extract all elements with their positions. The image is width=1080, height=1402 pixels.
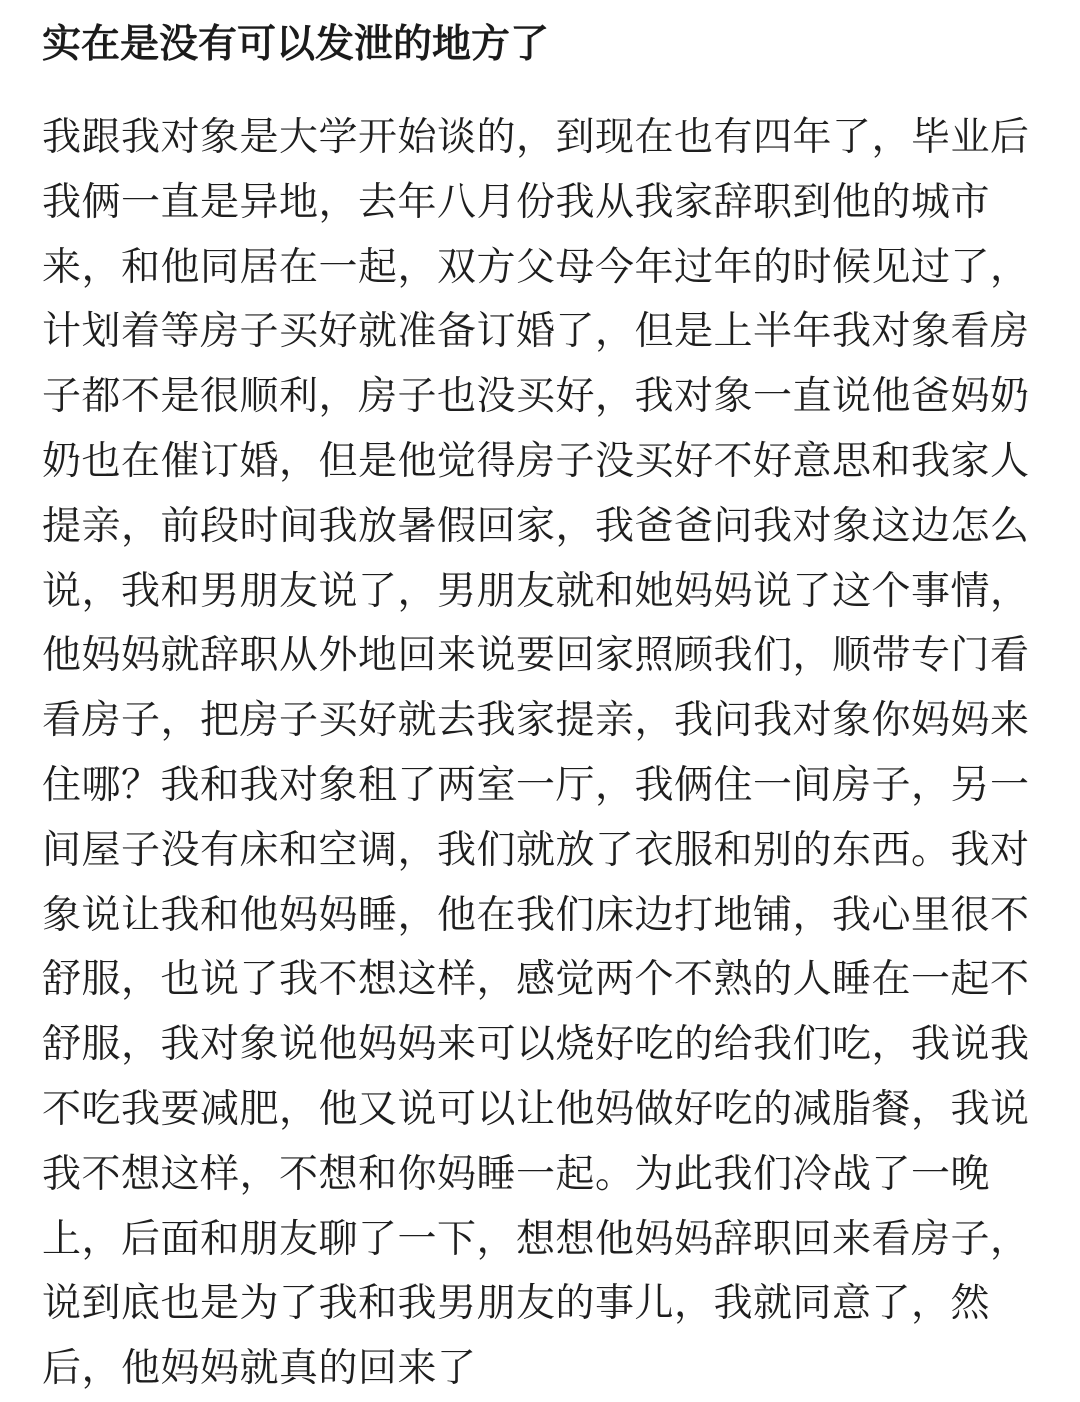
post-body: [42, 106, 1042, 1402]
body-line: 说到底也是为了我和我男朋友的事儿，我就同意了，然: [42, 1281, 991, 1327]
body-line: 后，他妈妈就真的回来了: [42, 1346, 477, 1392]
body-line: 他妈妈就辞职从外地回来说要回家照顾我们，顺带专门看: [42, 633, 1030, 679]
body-line: 我不想这样，不想和你妈睡一起。为此我们冷战了一晚: [42, 1151, 991, 1197]
body-line: 舒服，也说了我不想这样，感觉两个不熟的人睡在一起不: [42, 957, 1030, 1003]
body-line: 不吃我要减肥，他又说可以让他妈做好吃的减脂餐，我说: [42, 1086, 1030, 1132]
body-line: 间屋子没有床和空调，我们就放了衣服和别的东西。我对: [42, 827, 1030, 873]
body-line: 舒服，我对象说他妈妈来可以烧好吃的给我们吃，我说我: [42, 1022, 1030, 1068]
body-line: 象说让我和他妈妈睡，他在我们床边打地铺，我心里很不: [42, 892, 1030, 938]
body-line: 看房子，把房子买好就去我家提亲，我问我对象你妈妈来: [42, 698, 1030, 744]
body-line: 计划着等房子买好就准备订婚了，但是上半年我对象看房: [42, 309, 1030, 355]
body-line: 我跟我对象是大学开始谈的，到现在也有四年了，毕业后: [42, 115, 1030, 160]
post-title: 实在是没有可以发泄的地方了: [42, 22, 550, 67]
body-line: 住哪？我和我对象租了两室一厅，我俩住一间房子，另一: [42, 762, 1030, 808]
body-line: 来，和他同居在一起，双方父母今年过年的时候见过了，: [42, 244, 1030, 290]
body-line: 奶也在催订婚，但是他觉得房子没买好不好意思和我家人: [42, 438, 1030, 484]
body-line: 子都不是很顺利，房子也没买好，我对象一直说他爸妈奶: [42, 374, 1030, 420]
body-line: 我俩一直是异地，去年八月份我从我家辞职到他的城市: [42, 179, 991, 225]
body-line: 上，后面和朋友聊了一下，想想他妈妈辞职回来看房子，: [42, 1216, 1030, 1262]
body-line: 说，我和男朋友说了，男朋友就和她妈妈说了这个事情，: [42, 568, 1030, 614]
post: [42, 0, 1042, 1402]
body-line: 提亲，前段时间我放暑假回家，我爸爸问我对象这边怎么: [42, 503, 1030, 549]
